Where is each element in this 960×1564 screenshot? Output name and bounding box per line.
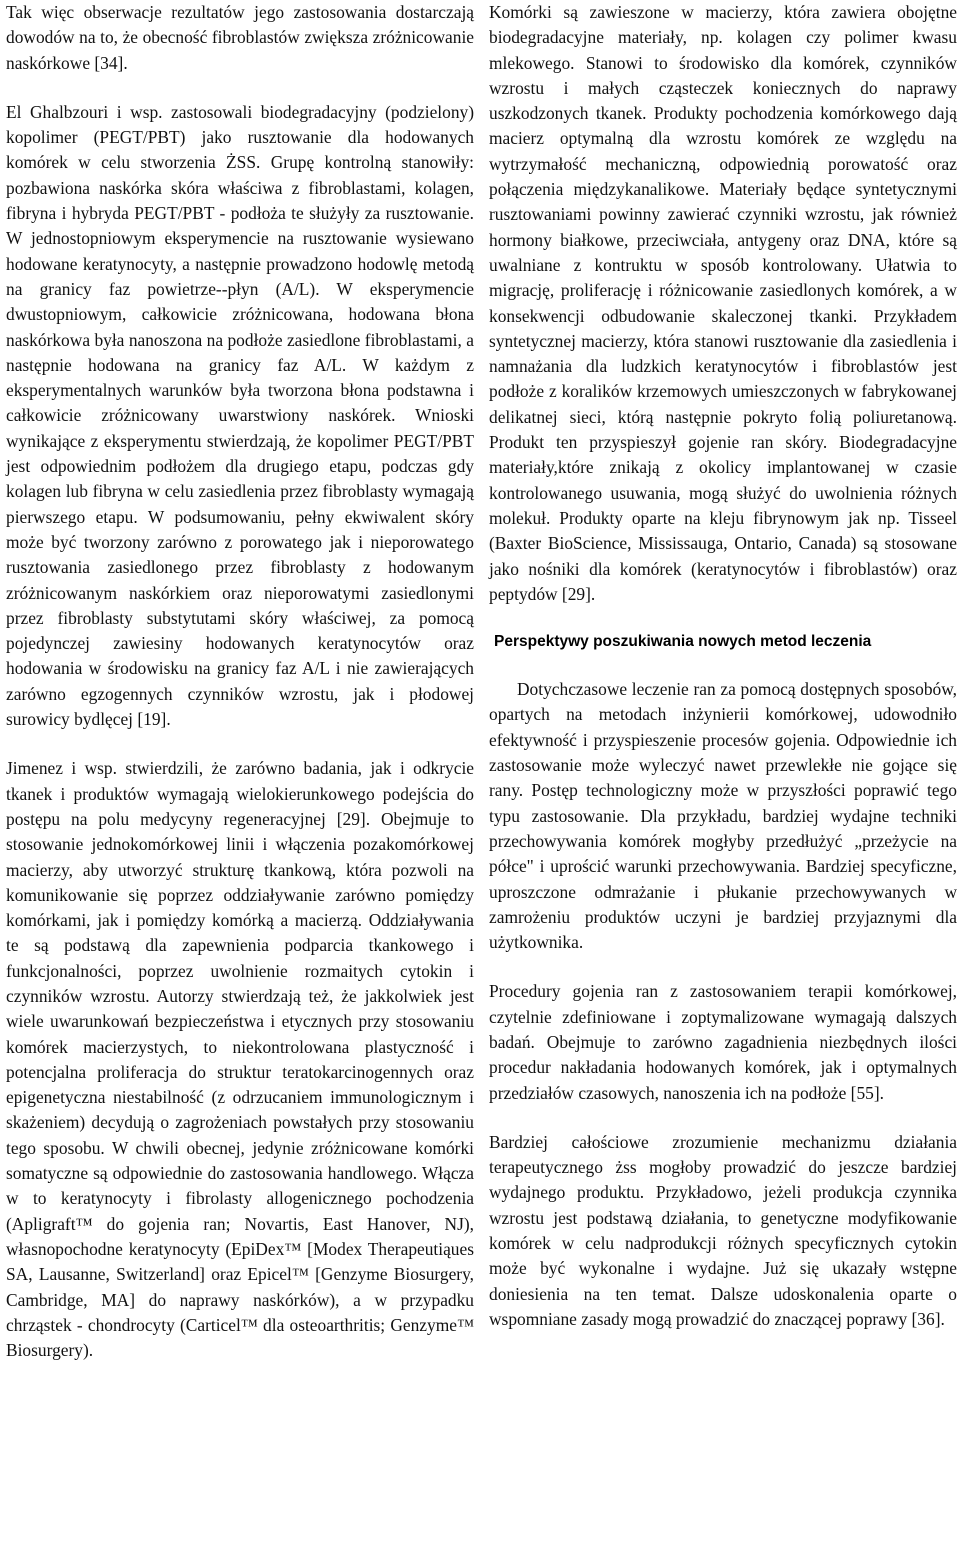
- right-paragraph-top: Komórki są zawieszone w macierzy, która zawiera obojętne biodegradacyjne materiały, np. kolagen czy polimer kwasu mlekowego. Stanowi to środowisko dla komórek, czynników wzrostu i małych cząsteczek koniecznych do naprawy uszkodzonych tkanek. Produkty pochodzenia komórkowego dają macierz optymalną dla wzrostu komórek ze względu na wytrzymałość mechaniczną, odpowiednią porowatość oraz połączenia międzykanalikowe. Materiały będące syntetycznymi rusztowaniami powinny zawierać czynniki wzrostu, jak również hormony białkowe, przeciwciała, antygeny oraz DNA, które są uwalniane z kontruktu w sposób kontrolowany. Ułatwia to migrację, proliferację i różnicowanie zasiedlonych komórek, a w konsekwencji odbudowanie skaleczonej tkanki. Przykładem syntetycznej macierzy, która stanowi rusztowanie dla zasiedlenia i namnażania dla ludzkich keratynocytów i fibroblastów jest podłoże z koralików krzemowych umieszczonych w fabrykowanej delikatnej sieci, którą następnie pokryto folią poliuretanową. Produkt ten przyspieszył gojenie ran skóry. Biodegradacyjne materiały,które znikają z okolicy implantowanej w czasie kontrolowanego usuwania, mogą służyć do uwolnienia różnych molekuł. Produkty oparte na kleju fibrynowym jak np. Tisseel (Baxter BioScience, Mississauga, Ontario, Canada) są stosowane jako nośniki dla komórek (keratynocytów i fibroblastów) oraz peptydów [29].: [489, 2, 957, 604]
- right-column: [489, 0, 957, 1332]
- right-paragraph-2: Procedury gojenia ran z zastosowaniem terapii komórkowej, czytelnie zdefiniowane i zoptymalizowane wymagają dalszych badań. Obejmuje to zarówno zagadnienia niezbędnych ilości procedur nakładania hodowanych komórek, jak i optymalnych przedziałów czasowych, nanoszenia ich na podłoże [55].: [489, 981, 957, 1103]
- right-paragraph-1: Dotychczasowe leczenie ran za pomocą dostępnych sposobów, opartych na metodach inżynierii komórkowej, udowodniło efektywność i przyspieszenie procesów gojenia. Odpowiednie ich zastosowanie może wyleczyć nawet przewlekłe nie gojące się rany. Postęp technologiczny może w przyszłości poprawić tego typu zastosowanie. Dla przykładu, bardziej wydajne techniki przechowywania komórek mogłyby przedłużyć „przeżycie na półce" i uprościć warunki przechowywania. Bardziej specyficzne, uproszczone odmrażanie i płukanie przechowywanych w zamrożeniu produktów uczyni je bardziej przyjaznymi dla użytkownika.: [489, 679, 957, 953]
- left-column: [6, 0, 474, 1363]
- left-paragraph-1: Tak więc obserwacje rezultatów jego zastosowania dostarczają dowodów na to, że obecność fibroblastów zwiększa zróżnicowanie naskórkowe [34].: [6, 2, 474, 73]
- right-paragraph-3: Bardziej całościowe zrozumienie mechanizmu działania terapeutycznego żss mogłoby prowadzić do jeszcze bardziej wydajnego produktu. Przykładowo, jeżeli produkcja czynnika wzrostu jest podstawą działania, to genetyczne modyfikowanie komórek w celu nadprodukcji różnych specyficznych cytokin może być wykonalne i wydajne. Już się ukazały wstępne doniesienia na ten temat. Dalsze udoskonalenia oparte o wspomniane zasady mogą prowadzić do znaczącej poprawy [36].: [489, 1131, 957, 1329]
- section-heading: Perspektywy poszukiwania nowych metod leczenia: [494, 633, 872, 651]
- left-paragraph-3: Jimenez i wsp. stwierdzili, że zarówno badania, jak i odkrycie tkanek i produktów wymagają wielokierunkowego podejścia do postępu na polu medycyny regeneracyjnej [29]. Obejmuje to stosowanie jednokomórkowej linii i włączenia pozakomórkowej macierzy, aby utworzyć strukturę tkankową, która pozwoli na komunikowanie się poprzez oddziaływanie zarówno pomiędzy komórkami, jak i pomiędzy komórką a macierzą. Oddziaływania te są podstawą dla zapewnienia podparcia tkankowego i funkcjonalności, poprzez uwolnienie rozmaitych cytokin i czynników wzrostu. Autorzy stwierdzają też, że jakkolwiek jest wiele uwarunkowań bezpieczeństwa i etycznych przy stosowaniu komórek macierzystych, to niekontrolowana plastyczność i potencjalna proliferacja do struktur teratokarcinogennych oraz epigenetyczna niestabilność (z odrzucaniem immunologicznym i skażeniem) decydują o zagrożeniach powstałych przy stosowaniu tego sposobu. W chwili obecnej, jedynie zróżnicowane komórki somatyczne są odpowiednie do zastosowania handlowego. Włącza w to keratynocyty i fibrolasty allogenicznego pochodzenia (Apligraft™ do gojenia ran; Novartis, East Hanover, NJ), własnopochodne keratynocyty (EpiDex™ [Modex Therapeutiąues SA, Lausanne, Switzerland] oraz Epicel™ [Genzyme Biosurgery, Cambridge, MA] do naprawy naskórków), a w przypadku chrząstek - chondrocyty (Carticel™ dla osteoarthritis; Genzyme™ Biosurgery).: [6, 758, 474, 1361]
- left-paragraph-2: El Ghalbzouri i wsp. zastosowali biodegradacyjny (podzielony) kopolimer (PEGT/PBT) jako rusztowanie dla hodowanych komórek w celu stworzenia ŻSS. Grupę kontrolną stanowiły: pozbawiona naskórka skóra właściwa z fibroblastami, kolagen, fibryna i hybryda PEGT/PBT - podłoża te służyły za rusztowanie. W jednostopniowym eksperymencie na rusztowanie wysiewano hodowane keratynocyty, a następnie prowadzono hodowlę metodą na granicy faz powietrze--płyn (A/L). W eksperymencie dwustopniowym, całkowicie zróżnicowana, hodowana błona naskórkowa była nanoszona na podłoże zasiedlone fibroblastami, a następnie hodowana na granicy faz A/L. W każdym z eksperymentalnych warunków była tworzona błona podstawna i całkowicie zróżnicowany uwarstwiony naskórek. Wnioski wynikające z eksperymentu stwierdzają, że kopolimer PEGT/PBT jest odpowiednim podłożem dla drugiego etapu, podczas gdy kolagen lub fibryna w celu zasiedlenia przez fibroblasty wymagają pierwszego etapu. W podsumowaniu, pełny ekwiwalent skóry może być tworzony zarówno z porowatego jak i nieporowatego rusztowania zasiedlonego przez fibroblasty z hodowanym zróżnicowanym naskórkiem oraz nieporowatymi zasiedlonymi przez fibroblasty substytutami skóry właściwej, za pomocą pojedynczej zawiesiny hodowanych keratynocytów oraz hodowania w środowisku na granicy faz A/L i nie zawierających zarówno egzogennych czynników wzrostu, jak i płodowej surowicy bydlęcej [19].: [6, 101, 474, 730]
